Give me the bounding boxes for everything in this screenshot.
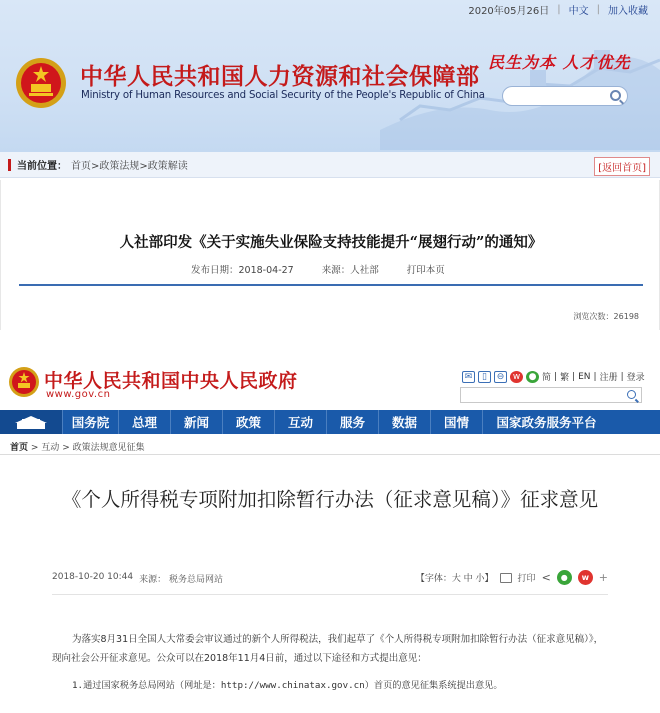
ministry-name-en: Ministry of Human Resources and Social Security of the People's Republic of China xyxy=(81,90,485,101)
tiananmen-icon xyxy=(14,413,48,431)
nav-item-news[interactable]: 新闻 xyxy=(170,410,222,434)
login-link[interactable]: 登录 xyxy=(626,373,645,383)
screenshot-separator xyxy=(0,332,660,342)
breadcrumb-path[interactable]: 首页>政策法规>政策解读 xyxy=(71,161,188,172)
article-source: 来源： 税务总局网站 xyxy=(139,575,223,585)
weibo-icon[interactable]: w xyxy=(510,371,523,383)
ministry-name-cn: 中华人民共和国人力资源和社会保障部 xyxy=(80,64,480,90)
article-paragraph: 1.通过国家税务总局网站（网址是：http://www.chinatax.gov.cn）首页的意见征集系统提出意见。 xyxy=(72,680,503,691)
wechat-share-icon[interactable]: ● xyxy=(557,570,572,585)
print-page-link[interactable]: 打印本页 xyxy=(406,265,445,276)
site-domain: www.gov.cn xyxy=(46,389,111,400)
gov-breadcrumb: 首页 > 互动 > 政策法规意见征集 xyxy=(10,443,145,453)
article-title: 《个人所得税专项附加扣除暂行办法（征求意见稿）》征求意见 xyxy=(61,488,599,511)
utility-toolbar: ✉ ▯ ⊖ w ● 简 | 繁 | EN | 注册 | 登录 xyxy=(462,370,645,383)
view-count: 浏览次数：26198 xyxy=(573,312,639,321)
top-utility-bar: 2020年05月26日 | 中文 | 加入收藏 xyxy=(468,4,648,17)
breadcrumb xyxy=(0,152,660,178)
weibo-share-icon[interactable]: w xyxy=(578,570,593,585)
meta-divider xyxy=(52,594,608,595)
nav-home[interactable] xyxy=(0,410,62,434)
nav-item-premier[interactable]: 总理 xyxy=(118,410,170,434)
font-size-control[interactable]: 【字体：大 中 小】 xyxy=(415,574,494,584)
mohrss-article xyxy=(0,180,660,330)
main-nav xyxy=(0,410,660,434)
nav-item-state-council[interactable]: 国务院 xyxy=(62,410,118,434)
site-title[interactable]: 中华人民共和国中央人民政府 xyxy=(44,370,298,392)
breadcrumb-marker xyxy=(8,159,11,171)
article-source: 来源：人社部 xyxy=(321,265,379,276)
language-chinese-link[interactable]: 中文 xyxy=(568,6,589,17)
search-icon[interactable] xyxy=(627,390,636,399)
print-link[interactable]: 打印 xyxy=(517,574,536,584)
breadcrumb-divider xyxy=(0,454,660,455)
breadcrumb-interaction[interactable]: 互动 xyxy=(41,443,60,453)
article-title: 人社部印发《关于实施失业保险支持技能提升“展翅行动”的通知》 xyxy=(119,234,543,251)
print-icon[interactable] xyxy=(500,573,512,583)
national-emblem-icon xyxy=(14,56,68,110)
article-body xyxy=(52,630,612,703)
article-paragraph: 为落实8月31日全国人大常委会审议通过的新个人所得税法，我们起草了《个人所得税专项附加扣除暂行办法（征求意见稿）》，现向社会公开征求意见。公众可以在2018年11月4日前，通过以下途径和方式提出意见： xyxy=(52,634,604,664)
slogan: 民生为本 人才优先 xyxy=(488,53,631,72)
mobile-icon[interactable]: ▯ xyxy=(478,371,491,383)
article-meta xyxy=(191,262,445,276)
gov-search-input[interactable] xyxy=(460,387,642,403)
mail-icon[interactable]: ✉ xyxy=(462,371,475,383)
national-emblem-icon xyxy=(8,366,40,398)
article-date: 2018-10-20 10:44 xyxy=(52,572,134,582)
current-date: 2020年05月26日 xyxy=(468,6,550,17)
more-share-icon[interactable]: + xyxy=(598,571,608,584)
breadcrumb-label: 当前位置： xyxy=(17,161,67,172)
nav-item-interaction[interactable]: 互动 xyxy=(274,410,326,434)
nav-item-data[interactable]: 数据 xyxy=(378,410,430,434)
lang-english[interactable]: EN xyxy=(578,371,591,382)
breadcrumb-consultation[interactable]: 政策法规意见征集 xyxy=(72,443,145,453)
nav-item-national-info[interactable]: 国情 xyxy=(430,410,482,434)
article-meta xyxy=(52,572,608,586)
title-divider xyxy=(19,284,643,286)
gov-header xyxy=(0,342,660,410)
nav-item-service-platform[interactable]: 国家政务服务平台 xyxy=(482,410,610,434)
add-favorite-link[interactable]: 加入收藏 xyxy=(608,6,648,17)
search-icon[interactable] xyxy=(610,90,621,101)
lang-traditional[interactable]: 繁 xyxy=(560,373,570,383)
register-link[interactable]: 注册 xyxy=(599,373,618,383)
site-search-input[interactable] xyxy=(502,86,628,106)
nav-item-service[interactable]: 服务 xyxy=(326,410,378,434)
nav-item-policy[interactable]: 政策 xyxy=(222,410,274,434)
breadcrumb-home[interactable]: 首页 xyxy=(10,443,29,453)
rss-icon[interactable]: ⊖ xyxy=(494,371,507,383)
share-icon[interactable]: < xyxy=(541,571,551,584)
back-home-button[interactable]: [返回首页] xyxy=(594,157,650,176)
lang-simplified[interactable]: 简 xyxy=(542,373,552,383)
mohrss-header xyxy=(0,0,660,152)
wechat-icon[interactable]: ● xyxy=(526,371,539,383)
publish-date: 发布日期：2018-04-27 xyxy=(191,265,294,276)
